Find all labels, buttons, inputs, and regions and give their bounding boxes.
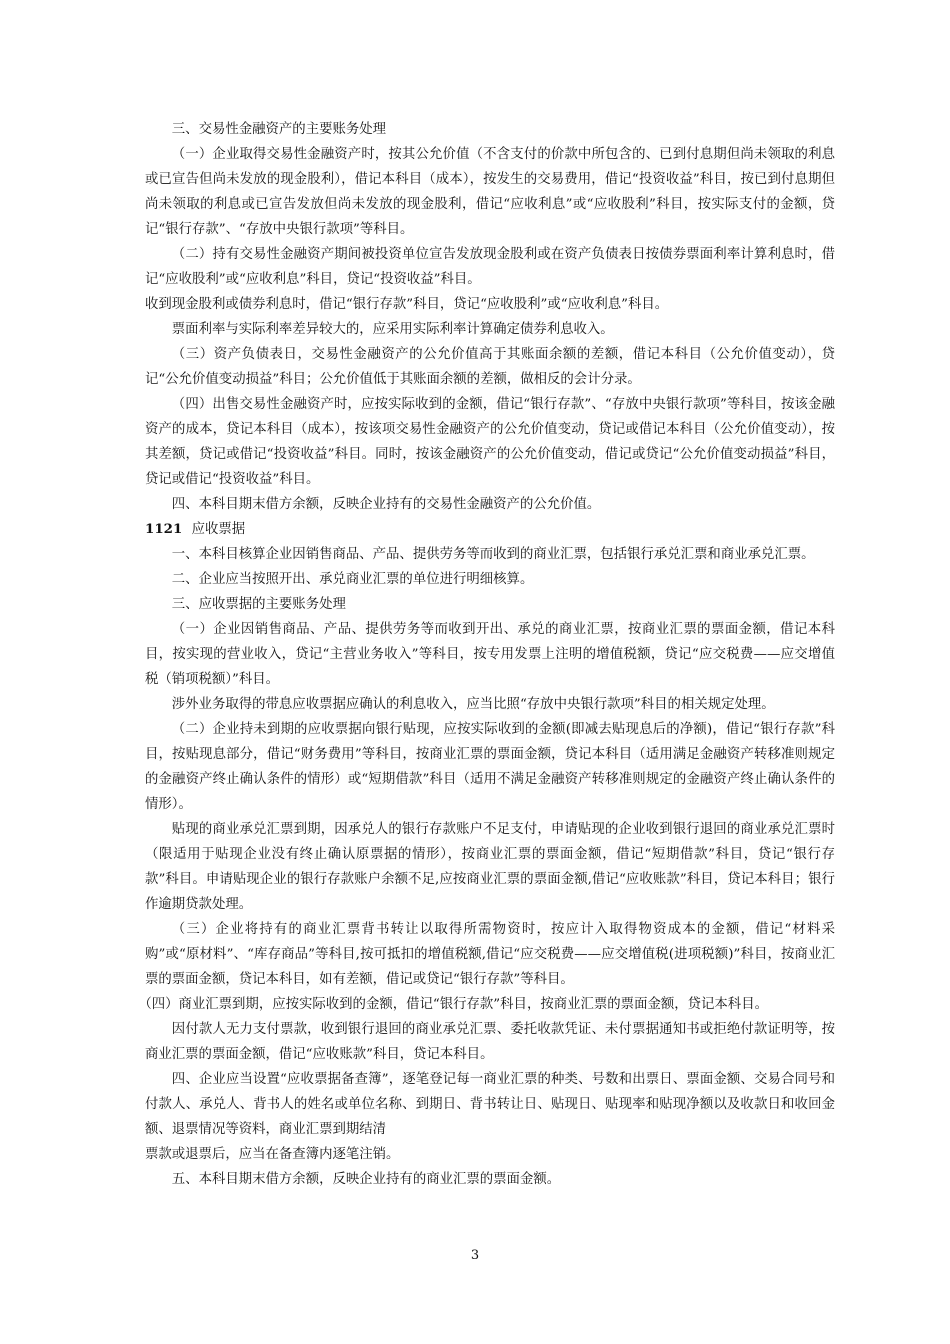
paragraph: （二）持有交易性金融资产期间被投资单位宣告发放现金股利或在资产负债表日按债券票面利率计算利息时，借记“应收股利”或“应收利息”科目，贷记“投资收益”科目。 <box>145 247 835 287</box>
paragraph: 三、应收票据的主要账务处理 <box>171 597 346 612</box>
paragraph: （二）企业持未到期的应收票据向银行贴现，应按实际收到的金额(即减去贴现息后的净额)，借记“银行存款”科目，按贴现息部分，借记“财务费用”等科目，按商业汇票的票面金额，贷记本科目（适用满足金融资产转移准则规定的金融资产终止确认条件的情形）或“短期借款”科目（适用不满足金融资产转移准则规定的金融资产终止确认条件的情形）。 <box>145 722 835 812</box>
page-number: 3 <box>470 1248 480 1263</box>
account-title: 应收票据 <box>191 522 246 537</box>
paragraph: 三、交易性金融资产的主要账务处理 <box>171 122 387 137</box>
paragraph: （四）出售交易性金融资产时，应按实际收到的金额，借记“银行存款”、“存放中央银行款项”等科目，按该金融资产的成本，贷记本科目（成本），按该项交易性金融资产的公允价值变动，贷记或借记本科目（公允价值变动），按其差额，贷记或借记“投资收益”科目。同时，按该金融资产的公允价值变动，借记或贷记“公允价值变动损益”科目，贷记或借记“投资收益”科目。 <box>145 397 835 487</box>
paragraph: 收到现金股利或债券利息时，借记“银行存款”科目，贷记“应收股利”或“应收利息”科目。 <box>145 297 669 312</box>
paragraph: 五、本科目期末借方余额，反映企业持有的商业汇票的票面金额。 <box>171 1172 561 1187</box>
document-body <box>138 117 835 1192</box>
paragraph: 四、本科目期末借方余额，反映企业持有的交易性金融资产的公允价值。 <box>171 497 601 512</box>
paragraph: （四）商业汇票到期，应按实际收到的金额，借记“银行存款”科目，按商业汇票的票面金额，贷记本科目。 <box>138 997 768 1012</box>
section-heading <box>145 517 835 542</box>
paragraph: 票款或退票后，应当在备查簿内逐笔注销。 <box>145 1147 400 1162</box>
paragraph: （三）资产负债表日，交易性金融资产的公允价值高于其账面余额的差额，借记本科目（公允价值变动），贷记“公允价值变动损益”科目；公允价值低于其账面余额的差额，做相反的会计分录。 <box>145 347 835 387</box>
paragraph: （一）企业取得交易性金融资产时，按其公允价值（不含支付的价款中所包含的、已到付息期但尚未领取的利息或已宣告但尚未发放的现金股利），借记本科目（成本），按发生的交易费用，借记“投资收益”科目，按已到付息期但尚未领取的利息或已宣告发放但尚未发放的现金股利，借记“应收利息”或“应收股利”科目，按实际支付的金额，贷记“银行存款”、“存放中央银行款项”等科目。 <box>145 147 835 237</box>
paragraph: 贴现的商业承兑汇票到期，因承兑人的银行存款账户不足支付，申请贴现的企业收到银行退回的商业承兑汇票时（限适用于贴现企业没有终止确认原票据的情形），按商业汇票的票面金额，借记“短期借款”科目，贷记“银行存款”科目。申请贴现企业的银行存款账户余额不足,应按商业汇票的票面金额,借记“应收账款”科目，贷记本科目；银行作逾期贷款处理。 <box>145 822 835 912</box>
account-code: 1121 <box>145 521 183 537</box>
paragraph: （三）企业将持有的商业汇票背书转让以取得所需物资时，按应计入取得物资成本的金额，借记“材料采购”或“原材料”、“库存商品”等科目,按可抵扣的增值税额,借记“应交税费——应交增值税(进项税额)”科目，按商业汇票的票面金额，贷记本科目，如有差额，借记或贷记“银行存款”等科目。 <box>145 922 835 987</box>
paragraph: 票面利率与实际利率差异较大的，应采用实际利率计算确定债券利息收入。 <box>171 322 614 337</box>
paragraph: 四、企业应当设置“应收票据备查簿”，逐笔登记每一商业汇票的种类、号数和出票日、票面金额、交易合同号和付款人、承兑人、背书人的姓名或单位名称、到期日、背书转让日、贴现日、贴现率和贴现净额以及收款日和收回金额、退票情况等资料，商业汇票到期结清 <box>145 1072 835 1137</box>
paragraph: 因付款人无力支付票款，收到银行退回的商业承兑汇票、委托收款凭证、未付票据通知书或拒绝付款证明等，按商业汇票的票面金额，借记“应收账款”科目，贷记本科目。 <box>145 1022 835 1062</box>
paragraph: 二、企业应当按照开出、承兑商业汇票的单位进行明细核算。 <box>171 572 534 587</box>
paragraph: （一）企业因销售商品、产品、提供劳务等而收到开出、承兑的商业汇票，按商业汇票的票面金额，借记本科目，按实现的营业收入，贷记“主营业务收入”等科目，按专用发票上注明的增值税额，贷记“应交税费——应交增值税（销项税额）”科目。 <box>145 622 835 687</box>
paragraph: 一、本科目核算企业因销售商品、产品、提供劳务等而收到的商业汇票，包括银行承兑汇票和商业承兑汇票。 <box>171 547 815 562</box>
paragraph: 涉外业务取得的带息应收票据应确认的利息收入，应当比照“存放中央银行款项”科目的相关规定处理。 <box>171 697 775 712</box>
